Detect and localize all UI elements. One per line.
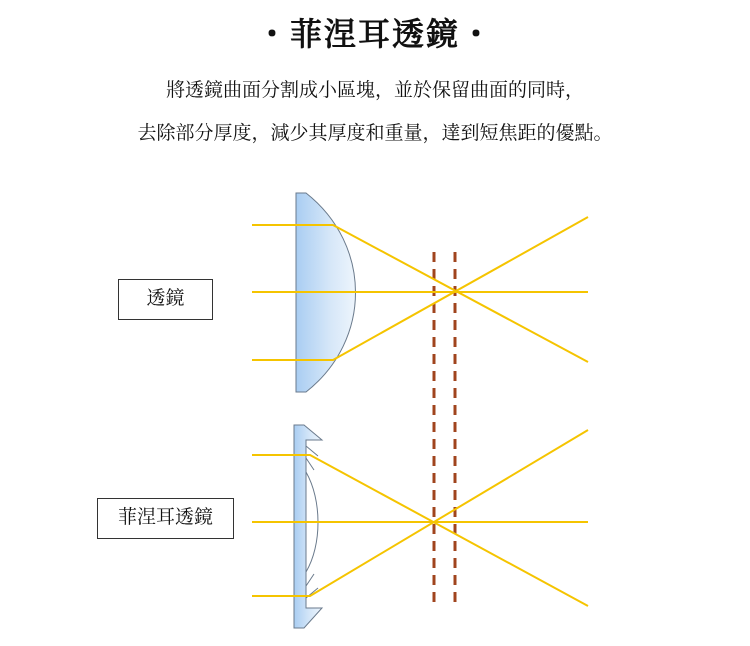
fresnel-groove [306,574,314,586]
lens-label: 透鏡 [118,279,213,320]
page-title: ・菲涅耳透鏡・ [255,15,494,53]
description-line-2: 去除部分厚度，減少其厚度和重量，達到短焦距的優點。 [137,122,613,144]
fresnel-lens-label: 菲涅耳透鏡 [97,498,234,539]
description-line-1: 將透鏡曲面分割成小區塊，並於保留曲面的同時， [165,79,584,101]
fresnel-groove [306,458,314,470]
